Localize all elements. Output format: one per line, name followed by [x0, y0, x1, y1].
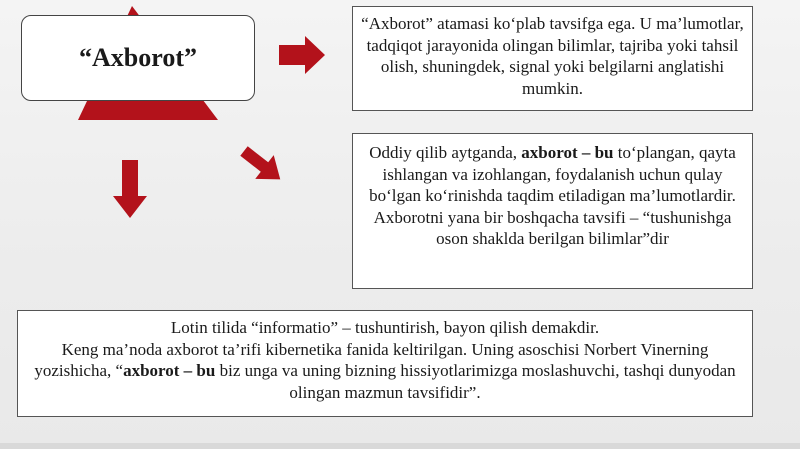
arrow-right-icon [279, 36, 325, 74]
diagram-title: “Axborot” [79, 43, 197, 72]
definition-2-bold: axborot – bu [521, 143, 614, 162]
definition-box-2 [352, 133, 753, 289]
definition-3-bold: axborot – bu [123, 361, 216, 380]
definition-3-line1: Lotin tilida “informatio” – tushuntirish, bayon qilish demakdir. [170, 318, 600, 337]
definition-3-pre: Keng ma’noda axborot ta’rifi kibernetika fanida keltirilgan. Uning asoschisi Norbert Vinerning yozishicha, “ [34, 339, 709, 380]
definition-3-post: biz unga va uning bizning hissiyotlarimizga moslashuvchi, tashqi dunyodan olingan mazmun tavsifidir”. [215, 361, 736, 402]
definition-2-post: to‘plangan, qayta ishlangan va izohlangan, foydalanish uchun qulay bo‘lgan ko‘rinishda taqdim etiladigan ma’lumotlardir. Axborotni yana bir boshqacha tavsifi – “tushunishga oson shaklda berilgan bilimlar”dir [369, 143, 736, 248]
definition-1-text: “Axborot” atamasi ko‘plab tavsifga ega. U ma’lumotlar, tadqiqot jarayonida olingan bilimlar, tajriba yoki tahsil olish, shuningdek, signal yoki belgilarni anglatishi mumkin. [361, 14, 744, 98]
bottom-strip [0, 443, 800, 449]
definition-box-1 [352, 6, 753, 111]
arrow-diagonal-icon [235, 139, 290, 191]
arrow-down-icon [113, 160, 147, 218]
axborot-title-box [21, 15, 255, 101]
definition-2-text [361, 142, 744, 250]
definition-box-3 [17, 310, 753, 417]
definition-2-pre: Oddiy qilib aytganda, [369, 143, 522, 162]
definition-3-line2 [28, 339, 742, 404]
